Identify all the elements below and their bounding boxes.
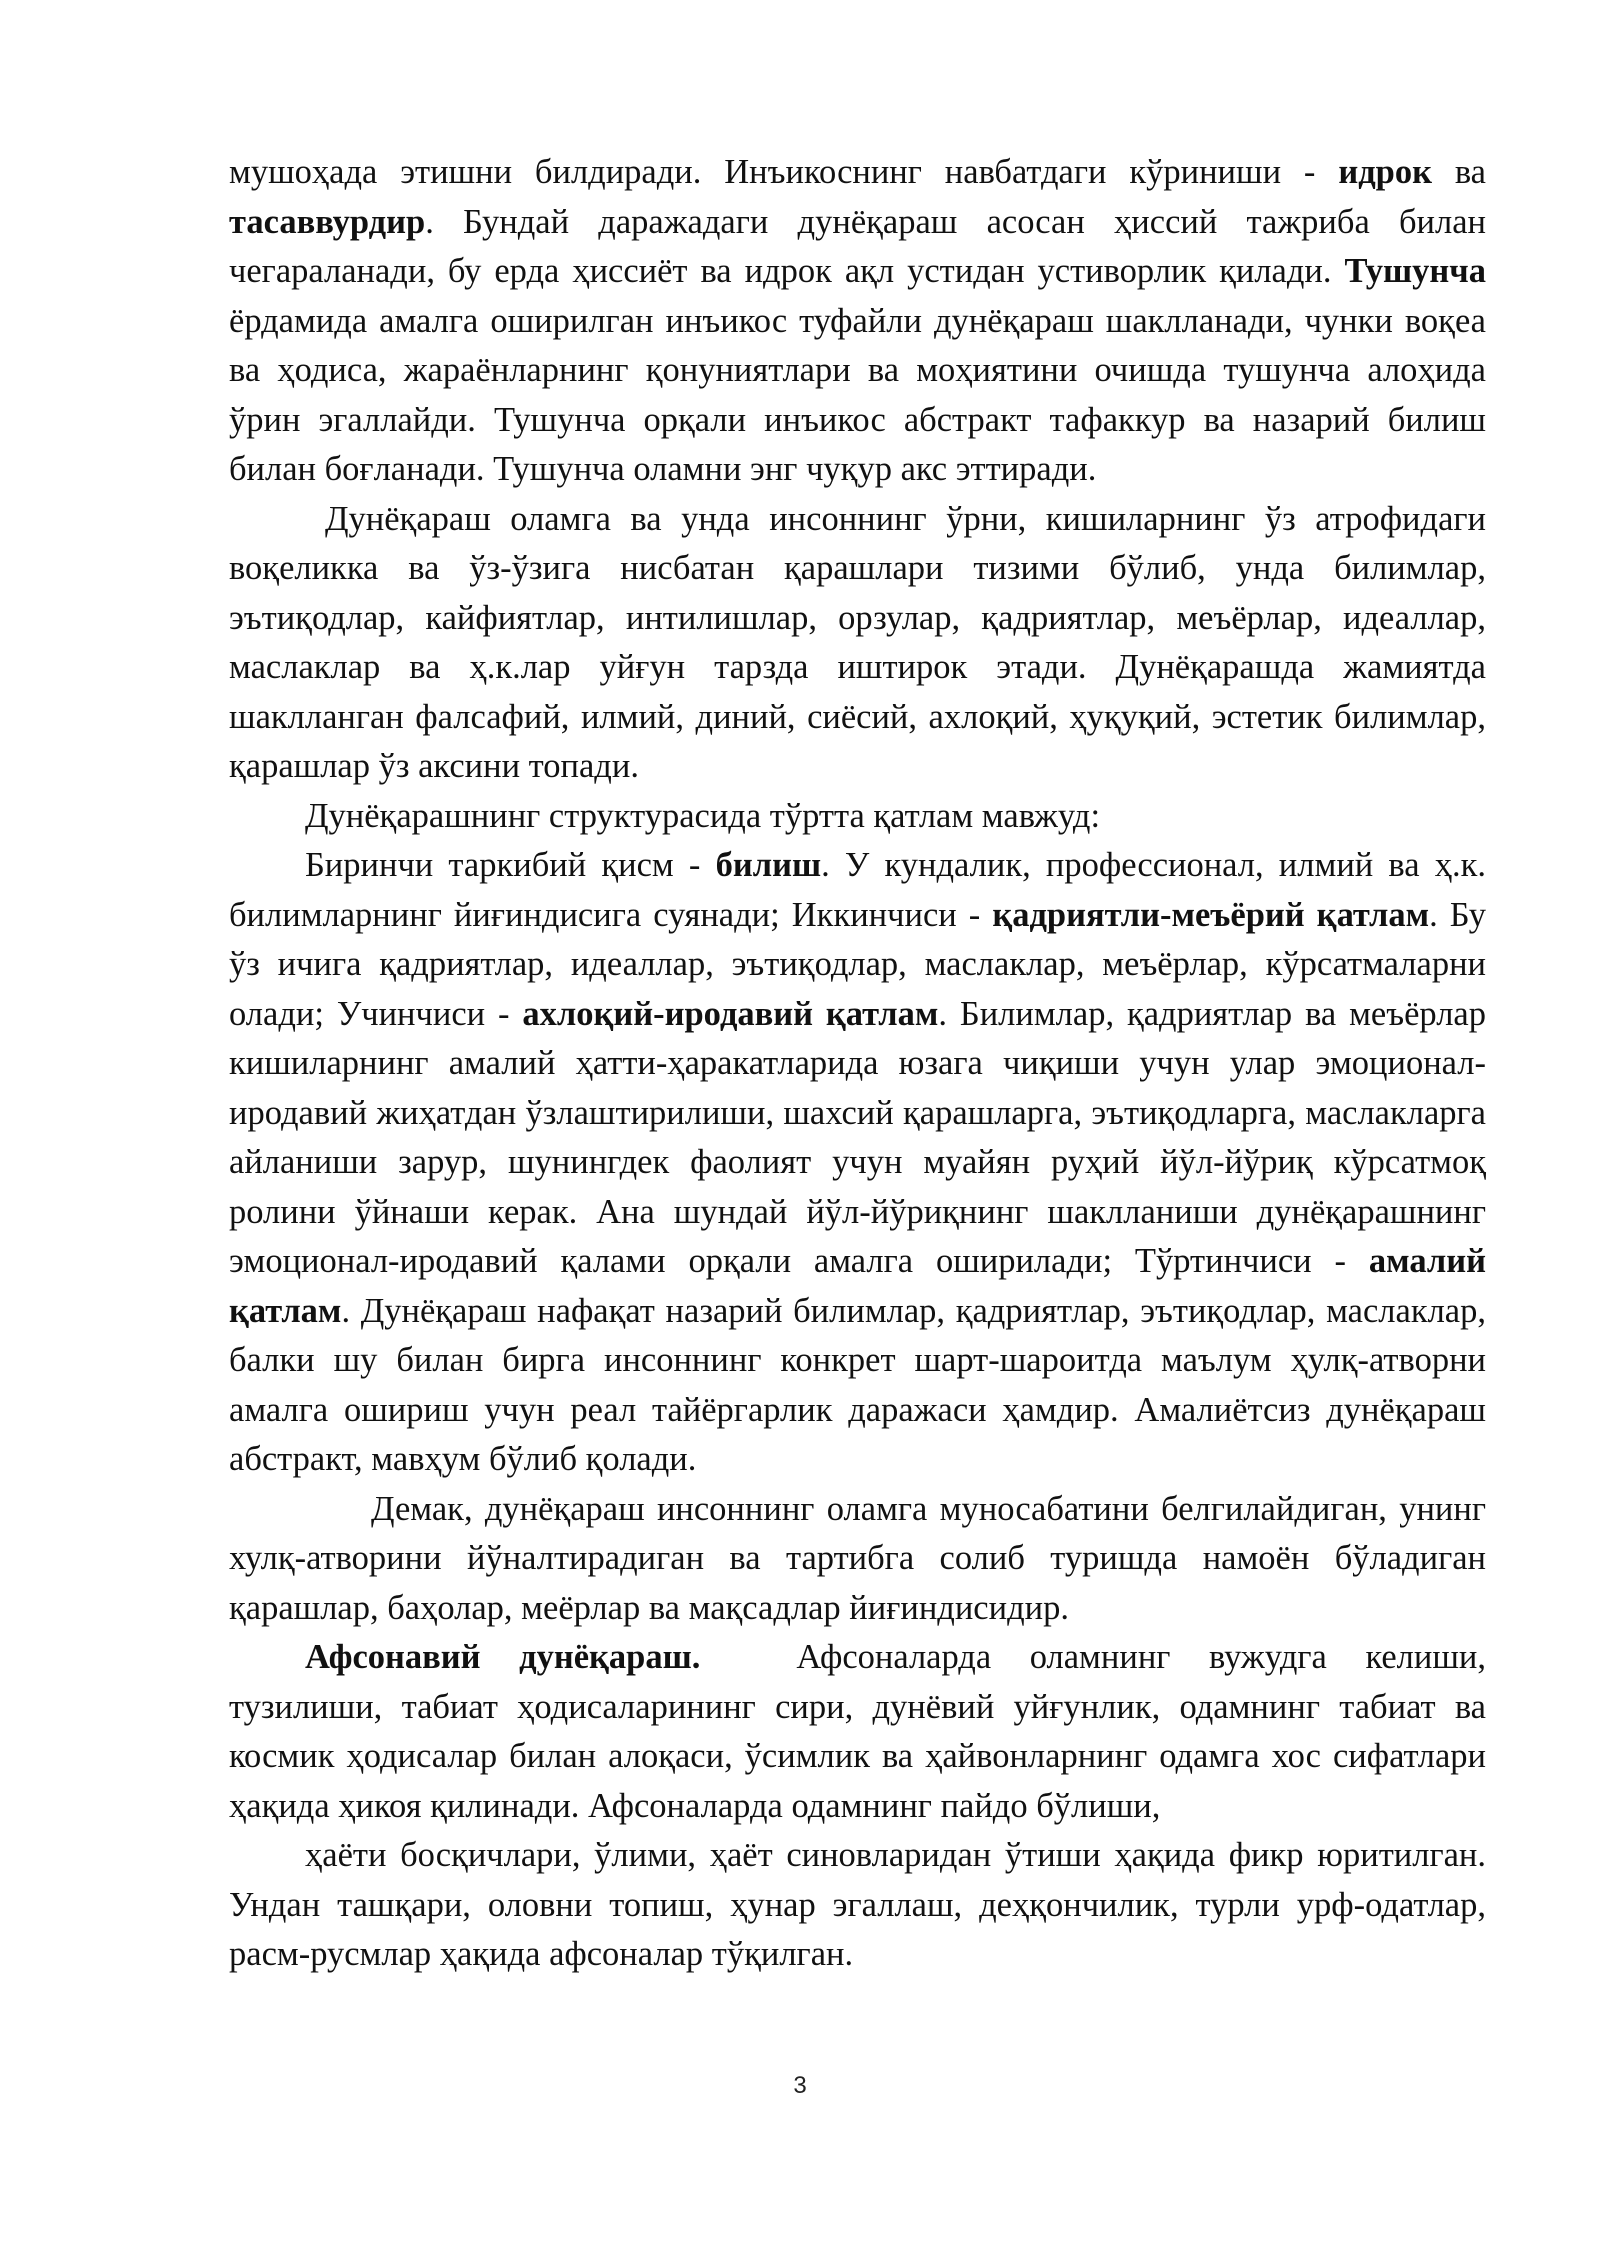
text-span: . Бундай даражадаги дунёқараш асосан ҳиссий тажриба билан чегараланади, бу ерда ҳиссиёт ва идрок ақл устидан устиворлик қилади. <box>229 202 1486 290</box>
term-tasavvur: тасаввурдир <box>229 202 426 241</box>
term-practical-layer: амалий қатлам <box>229 1242 1486 1330</box>
term-idrok: идрок <box>1338 153 1432 191</box>
paragraph-myth-topics: ҳаёти босқичлари, ўлими, ҳаёт синовларидан ўтиши ҳақида фикр юритилган. Ундан ташқари, оловни топиш, ҳунар эгаллаш, деҳқончилик, турли урф-одатлар, расм-русмлар ҳақида афсоналар тўқилган. <box>229 1836 1486 1973</box>
heading-mythological-worldview: Афсонавий дунёқараш. <box>305 1638 701 1676</box>
paragraph-layers <box>229 841 1486 1485</box>
text-span: . У кундалик, профессионал, илмий ва ҳ.к. билимларнинг йиғиндисига суянади; Иккинчиси - <box>229 846 1487 934</box>
text-span: . Дунёқараш нафақат назарий билимлар, қадриятлар, эътиқодлар, маслаклар, балки шу билан бирга инсоннинг конкрет шарт-шароитда маълум ҳулқ-атворни амалга ошириш учун реал тайёргарлик даражаси ҳамдир. Амалиётсиз дунёқараш абстракт, мавҳум бўлиб қолади. <box>229 1291 1486 1478</box>
text-span: . Бу ўз ичига қадриятлар, идеаллар, эътиқодлар, маслаклар, меъёрлар, кўрсатмаларни олади; Учинчиси - <box>229 895 1487 1033</box>
term-tushuncha: Тушунча <box>1344 252 1486 290</box>
term-moral-volitional-layer: ахлоқий-иродавий қатлам <box>522 994 939 1033</box>
document-page <box>229 148 1486 1980</box>
text-span: Биринчи таркибий қисм - <box>305 846 716 884</box>
text-span: . Билимлар, қадриятлар ва меъёрлар кишиларнинг амалий ҳатти-ҳаракатларида юзага чиқиши учун улар эмоционал-иродавий жиҳатдан ўзлаштирилиши, шахсий қарашларга, эътиқодларга, маслакларга айланиши зарур, шунингдек фаолият учун муайян руҳий йўл-йўриқ кўрсатмоқ ролини ўйнаши керак. Ана шундай йўл-йўриқнинг шаклланиши дунёқарашнинг эмоционал-иродавий қалами орқали амалга оширилади; Тўртинчиси - <box>229 994 1486 1280</box>
paragraph-worldview-definition: Дунёқараш оламга ва унда инсоннинг ўрни, кишиларнинг ўз атрофидаги воқеликка ва ўз-ўзига нисбатан қарашлари тизими бўлиб, унда билимлар, эътиқодлар, кайфиятлар, интилишлар, орзулар, қадриятлар, меъёрлар, идеаллар, маслаклар ва ҳ.к.лар уйғун тарзда иштирок этади. Дунёқарашда жамиятда шаклланган фалсафий, илмий, диний, сиёсий, ахлоқий, ҳуқуқий, эстетик билимлар, қарашлар ўз аксини топади. <box>229 499 1486 785</box>
paragraph-conclusion: Демак, дунёқараш инсоннинг оламга муносабатини белгилайдиган, унинг хулқ-атворини йўналтирадиган ва тартибга солиб туришда намоён бўладиган қарашлар, баҳолар, меёрлар ва мақсадлар йиғиндисидир. <box>229 1489 1486 1627</box>
page-number: 3 <box>793 2072 807 2099</box>
term-bilish: билиш <box>715 846 822 884</box>
paragraph-structure-intro: Дунёқарашнинг структурасида тўртта қатлам мавжуд: <box>305 796 1101 835</box>
term-value-normative-layer: қадриятли-меъёрий қатлам <box>992 895 1430 934</box>
text-span: Афсоналарда оламнинг вужудга келиши, тузилиши, табиат ҳодисаларининг сири, дунёвий уйғунлик, одамнинг табиат ва космик ҳодисалар билан алоқаси, ўсимлик ва ҳайвонларнинг одамга хос сифатлари ҳақида ҳикоя қилинади. Афсоналарда одамнинг пайдо бўлиши, <box>229 1638 1486 1825</box>
text-span: ва <box>1431 153 1486 191</box>
paragraph-perception <box>229 148 1486 495</box>
text-span: мушоҳада этишни билдиради. Инъикоснинг навбатдаги кўриниши - <box>229 153 1339 191</box>
text-span: ёрдамида амалга оширилган инъикос туфайли дунёқараш шаклланади, чунки воқеа ва ҳодиса, жараёнларнинг қонуниятлари ва моҳиятини очишда тушунча алоҳида ўрин эгаллайди. Тушунча орқали инъикос абстракт тафаккур ва назарий билиш билан боғланади. Тушунча оламни энг чуқур акс эттиради. <box>229 301 1486 488</box>
paragraph-mythological-worldview <box>229 1633 1486 1831</box>
